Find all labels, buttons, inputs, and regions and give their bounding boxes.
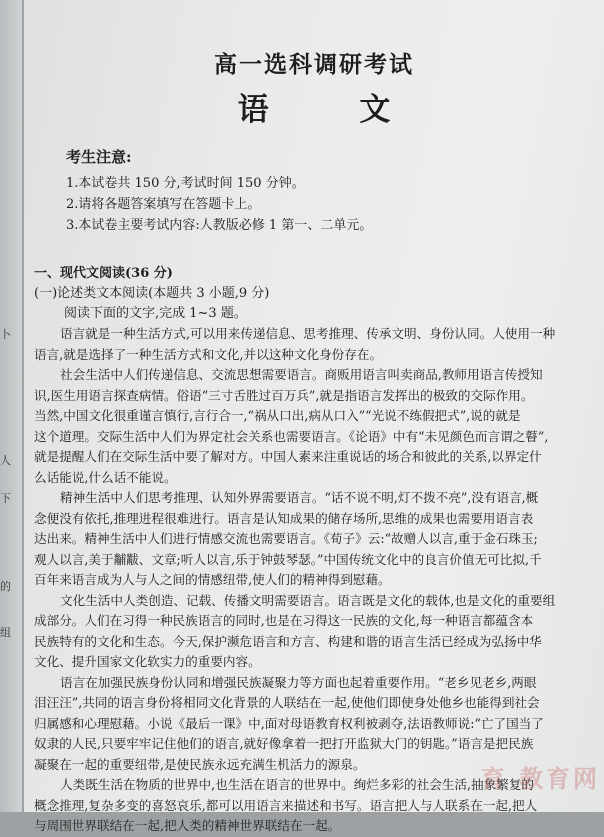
gutter-mark: 组 — [0, 626, 11, 639]
passage-line: 文化、提升国家文化软实力的重要内容。 — [34, 654, 261, 669]
passage-line: 泪汪汪”,共同的语言身份将相同文化背景的人联结在一起,使他们即使身处他乡也能得到社会 — [34, 695, 540, 710]
passage-line: 精神生活中人们思考推理、认知外界需要语言。“话不说不明,灯不拨不亮”,没有语言,概 — [60, 490, 539, 505]
notice-item: 1.本试卷共 150 分,考试时间 150 分钟。 — [66, 176, 305, 191]
passage-line: 语言,就是选择了一种生活方式和文化,并以这种文化身份存在。 — [34, 346, 383, 362]
notice-heading: 考生注意: — [66, 148, 132, 166]
passage-line: 凝聚在一起的重要纽带,是使民族永远充满生机活力的源泉。 — [34, 756, 366, 772]
binding-margin — [0, 0, 22, 812]
section-title: 一、现代文阅读(36 分) — [34, 266, 173, 281]
watermark-logo: 育 教育网 — [480, 765, 600, 793]
section-subtitle: (一)论述类文本阅读(本题共 3 小题,9 分) — [34, 286, 270, 301]
exam-title: 高一选科调研考试 — [214, 51, 414, 78]
subject-title: 语 文 — [237, 92, 431, 128]
passage-line: 文化生活中人类创造、记载、传播文明需要语言。语言既是文化的载体,也是文化的重要组 — [60, 592, 556, 608]
notice-item: 3.本试卷主要考试内容:人教版必修 1 第一、二单元。 — [66, 218, 373, 233]
passage-line: 人类既生活在物质的世界中,也生活在语言的世界中。绚烂多彩的社会生活,抽象繁复的 — [60, 777, 534, 792]
passage-line: 语言就是一种生活方式,可以用来传递信息、思考推理、传承文明、身份认同。人使用一种 — [60, 326, 556, 341]
passage-line: 念便没有依托,推理进程很难进行。语言是认知成果的储存场所,思维的成果也需要用语言表 — [34, 510, 534, 526]
passage-line: 识,医生用语言探查病情。俗语“三寸舌胜过百万兵”,就是指语言发挥出的极致的交际作用。 — [34, 387, 534, 403]
passage-line: 观人以言,美于黼黻、文章;听人以言,乐于钟鼓琴瑟。”中国传统文化中的良言价值无可比拟,千 — [34, 551, 542, 567]
candidate-notice — [66, 146, 586, 236]
exam-paper — [24, 0, 604, 833]
passage-line: 成部分。人们在习得一种民族语言的同时,也是在习得这一民族的文化,每一种语言都蕴含本 — [34, 613, 534, 628]
passage-line: 奴隶的人民,只要牢牢记住他们的语言,就好像拿着一把打开监狱大门的钥匙。”语言是把民族 — [34, 736, 534, 751]
passage-line: 百年来语言成为人与人之间的情感纽带,使人们的精神得到慰藉。 — [34, 572, 391, 587]
reading-instruction: 阅读下面的文字,完成 1~3 题。 — [64, 306, 247, 321]
gutter-mark: 的 — [0, 580, 11, 593]
gutter-mark: 人 — [0, 454, 11, 467]
passage-line: 达出来。精神生活中人们进行情感交流也需要语言。《荀子》云:“故赠人以言,重于金石珠玉; — [34, 531, 538, 546]
passage-line: 语言在加强民族身份认同和增强民族凝聚力等方面也起着重要作用。“老乡见老乡,两眼 — [60, 674, 537, 690]
passage-line: 当然,中国文化很重谨言慎行,言行合一,“祸从口出,病从口入”“光说不练假把式”,说的就是 — [34, 408, 521, 423]
notice-item: 2.请将各题答案填写在答题卡上。 — [66, 197, 261, 212]
gutter-mark: 卜 — [0, 328, 11, 341]
passage-line: 民族特有的文化和生态。今天,保护濒危语言和方言、构建和谐的语言生活已经成为弘扬中华 — [34, 633, 542, 649]
passage-line: 就是提醒人们在交际生活中要了解对方。中国人素来注重说话的场合和彼此的关系,以界定什 — [34, 449, 542, 464]
passage-line: 归属感和心理慰藉。小说《最后一课》中,面对母语教育权利被剥夺,法语教师说:“亡了国当了 — [34, 715, 544, 731]
gutter-mark: 下 — [0, 492, 11, 505]
passage-line: 概念推理,复杂多变的喜怒哀乐,都可以用语言来描述和书写。语言把人与人联系在一起,把人 — [34, 797, 538, 813]
passage-line: 与周围世界联结在一起,把人类的精神世界联结在一起。 — [34, 818, 341, 833]
passage-line: 社会生活中人们传递信息、交流思想需要语言。商贩用语言叫卖商品,教师用语言传授知 — [60, 367, 543, 382]
passage-line: 这个道理。交际生活中人们为界定社会关系也需要语言。《论语》中有“未见颜色而言谓之瞽”, — [34, 428, 549, 444]
passage-line: 么话能说,什么话不能说。 — [34, 469, 177, 485]
